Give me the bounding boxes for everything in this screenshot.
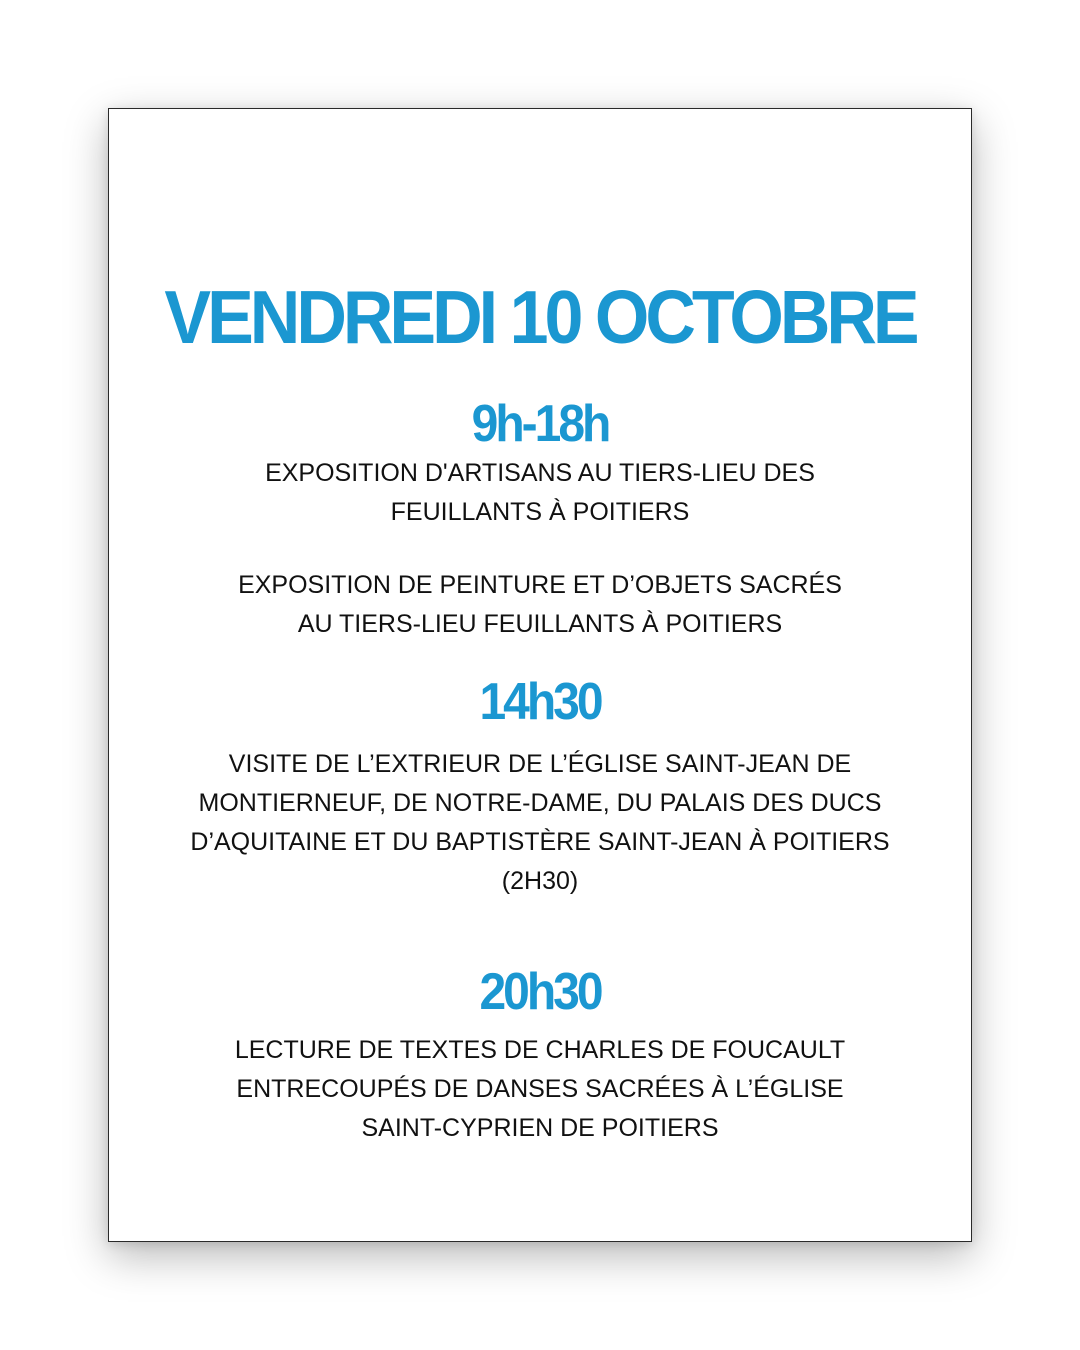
event-time-evening: 20h30 bbox=[479, 963, 601, 1022]
event-description-reading: LECTURE DE TEXTES DE CHARLES DE FOUCAULT ENTRECOUPÉS DE DANSES SACRÉES À L’ÉGLISE SAINT-CYPRIEN DE POITIERS bbox=[234, 1036, 846, 1142]
event-description-visit: VISITE DE L’EXTRIEUR DE L’ÉGLISE SAINT-JEAN DE MONTIERNEUF, DE NOTRE-DAME, DU PALAIS DES DUCS D’AQUITAINE ET DU BAPTISTÈRE SAINT-JEAN À POITIERS (2H30) bbox=[190, 750, 890, 895]
event-description-painting: EXPOSITION DE PEINTURE ET D’OBJETS SACRÉS AU TIERS-LIEU FEUILLANTS À POITIERS bbox=[238, 571, 842, 638]
event-time-afternoon: 14h30 bbox=[479, 673, 601, 732]
event-time-morning: 9h-18h bbox=[471, 395, 609, 454]
event-description-artisans: EXPOSITION D'ARTISANS AU TIERS-LIEU DES FEUILLANTS À POITIERS bbox=[265, 459, 815, 526]
poster-card bbox=[108, 108, 972, 1242]
poster-title: VENDREDI 10 OCTOBRE bbox=[164, 274, 916, 360]
